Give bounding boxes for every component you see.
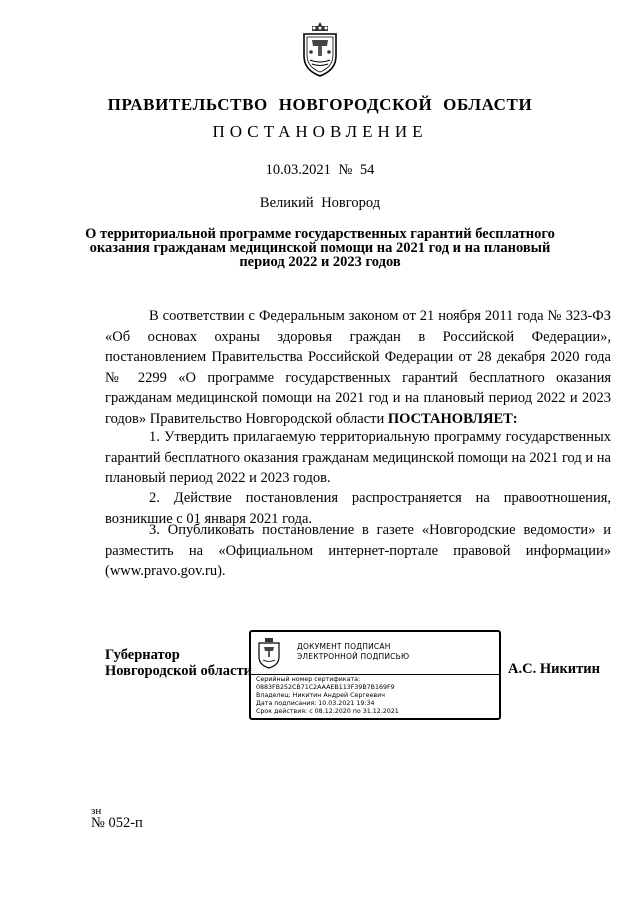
registration-number: № 052-п [91, 815, 143, 831]
coat-of-arms-icon [257, 637, 281, 669]
coat-of-arms-icon [300, 20, 340, 78]
signer-position-line: Новгородской области [105, 663, 252, 679]
date-and-number: 10.03.2021 № 54 [265, 162, 375, 178]
city: Великий Новгород [259, 195, 381, 211]
document-subject [0, 227, 640, 269]
electronic-signature-stamp [249, 630, 501, 720]
stamp-title [297, 642, 497, 662]
clause-text: 1. Утвердить прилагаемую территориальную программу государственных гарантий бесплатного оказания гражданам медицинской помощи на 2021 год и на плановый период 2022 и 2023 годов. [105, 429, 611, 486]
clause-3 [105, 520, 611, 582]
preamble-text: В соответствии с Федеральным законом от 21 ноября 2011 года № 323-ФЗ «Об основах охраны здоровья граждан в Российской Федерации», постановлением Правительства Российской Федерации от 28 декабря 2020 года № 2299 «О программе государственных гарантий бесплатного оказания гражданам медицинской помощи на 2021 год и на плановый период 2022 и 2023 годов» Правительство Новгородской области [105, 308, 611, 427]
government-title: ПРАВИТЕЛЬСТВО НОВГОРОДСКОЙ ОБЛАСТИ [107, 95, 533, 114]
decree-word: ПОСТАНОВЛЯЕТ: [387, 410, 518, 427]
stamp-divider [251, 674, 499, 675]
clause-text: 2. Действие постановления распространяется на правоотношения, возникшие с 01 января 2021 года. [105, 490, 611, 527]
clause-text: 3. Опубликовать постановление в газете «Новгородские ведомости» и разместить на «Официальном интернет-портале правовой информации» (www.pravo.gov.ru). [105, 522, 611, 579]
signer-name: А.С. Никитин [508, 661, 600, 677]
preamble-paragraph [105, 306, 611, 429]
signer-position-line: Губернатор [105, 647, 180, 663]
document-type: ПОСТАНОВЛЕНИЕ [212, 122, 428, 141]
signing-date: Дата подписания: 10.03.2021 19:34 [256, 700, 375, 707]
certificate-validity: Срок действия: с 08.12.2020 по 31.12.2021 [256, 708, 399, 715]
subject-line: О территориальной программе государственных гарантий бесплатного [85, 226, 555, 242]
certificate-owner: Владелец: Никитин Андрей Сергеевич [256, 692, 385, 699]
subject-line: период 2022 и 2023 годов [239, 254, 401, 270]
stamp-title-line: ЭЛЕКТРОННОЙ ПОДПИСЬЮ [297, 652, 410, 661]
certificate-number: 0883FB252CB71C2AAAEB113F39B7B169F9 [256, 684, 395, 691]
clause-1 [105, 427, 611, 489]
signer-position [105, 647, 252, 679]
executor-initials: зн [91, 805, 102, 817]
subject-line: оказания гражданам медицинской помощи на 2021 год и на плановый [89, 240, 551, 256]
stamp-title-line: ДОКУМЕНТ ПОДПИСАН [297, 642, 391, 651]
certificate-label: Серийный номер сертификата: [256, 676, 361, 683]
